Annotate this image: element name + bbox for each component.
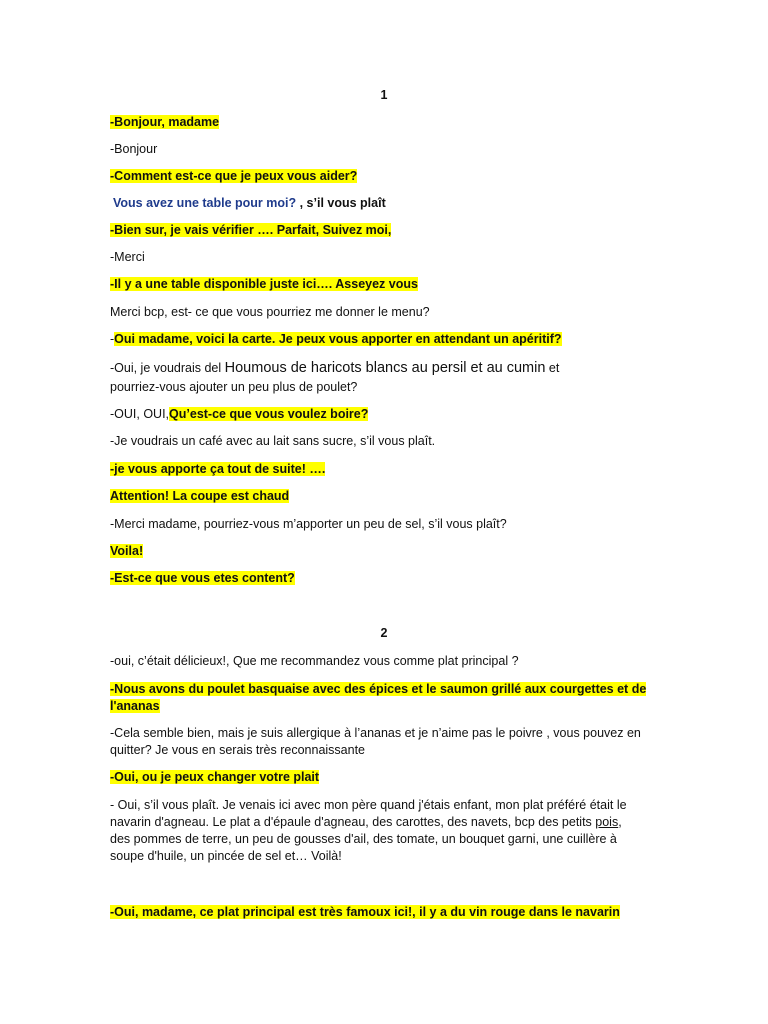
blue-text: Vous avez une table pour moi?: [113, 196, 300, 210]
highlighted-text: -Il y a une table disponible juste ici…. Asseyez vous: [110, 277, 418, 291]
dialogue-line: [110, 249, 660, 266]
dialogue-line: [110, 543, 660, 560]
dialogue-line: [110, 331, 660, 348]
plain-text: -Merci madame, pourriez-vous m’apporter un peu de sel, s’il vous plaît?: [110, 517, 507, 531]
plain-text: -Oui, je voudrais del: [110, 361, 225, 375]
section-number-2: 2: [380, 626, 388, 640]
highlighted-text: Voila!: [110, 544, 144, 558]
plain-text: -oui, c’était délicieux!, Que me recommandez vous comme plat principal ?: [110, 654, 519, 668]
dialogue-line: [110, 360, 660, 377]
dialogue-line: [110, 516, 660, 533]
highlighted-text: -je vous apporte ça tout de suite! ….: [110, 462, 326, 476]
plain-text: -Bonjour: [110, 142, 158, 156]
highlighted-text: Qu’est-ce que vous voulez boire?: [169, 407, 369, 421]
dialogue-line: [110, 904, 660, 921]
highlighted-text: -Bonjour, madame: [110, 115, 220, 129]
plain-text: des pommes de terre, un peu de gousses d'ail, des tomate, un bouquet garni, une cuillère à: [110, 832, 617, 846]
underlined-text: pois: [595, 815, 619, 829]
dialogue-line: [110, 681, 660, 698]
plain-text: et: [545, 361, 560, 375]
plain-text: -: [110, 332, 115, 346]
plain-text: -Merci: [110, 250, 145, 264]
plain-text: ,: [618, 815, 622, 829]
dialogue-line: [110, 797, 660, 814]
dialogue-line: [110, 114, 660, 131]
dialogue-line: [110, 222, 660, 239]
highlighted-text: -Comment est-ce que je peux vous aider?: [110, 169, 358, 183]
dialogue-line: [110, 769, 660, 786]
plain-text: soupe d'huile, un pincée de sel et… Voilà!: [110, 849, 342, 863]
highlighted-text: -Oui, ou je peux changer votre plait: [110, 770, 320, 784]
plain-text: -Cela semble bien, mais je suis allergique à l’ananas et je n’aime pas le poivre , vous pouvez en: [110, 726, 641, 740]
dialogue-line: [110, 379, 660, 396]
plain-text: pourriez-vous ajouter un peu plus de poulet?: [110, 380, 358, 394]
dialogue-line: [110, 141, 660, 158]
highlighted-text: -Oui, madame, ce plat principal est très famoux ici!, il y a du vin rouge dans le navarin: [110, 905, 620, 919]
dialogue-line: [110, 168, 660, 185]
plain-text: Merci bcp, est- ce que vous pourriez me donner le menu?: [110, 305, 430, 319]
highlighted-text: l'ananas: [110, 699, 160, 713]
dialogue-line: [110, 304, 660, 321]
dialogue-line: [110, 725, 660, 742]
dialogue-line: [110, 831, 660, 848]
highlighted-text: Attention! La coupe est chaud: [110, 489, 290, 503]
highlighted-text: Oui madame, voici la carte. Je peux vous apporter en attendant un apéritif?: [114, 332, 562, 346]
large-text: Houmous de haricots blancs au persil et au cumin: [224, 360, 546, 376]
dialogue-line: [110, 570, 660, 587]
plain-text: navarin d'agneau. Le plat a d'épaule d'agneau, des carottes, des navets, bcp des petits: [110, 815, 596, 829]
plain-text: - Oui, s’il vous plaît. Je venais ici avec mon père quand j'étais enfant, mon plat préféré était le: [110, 798, 627, 812]
dialogue-line: [110, 848, 660, 865]
dialogue-line: [110, 461, 660, 478]
dialogue-line: [110, 698, 660, 715]
dialogue-line: [110, 814, 660, 831]
bold-text: , s’il vous plaît: [299, 196, 386, 210]
dialogue-line: [113, 195, 663, 212]
plain-text: quitter? Je vous en serais très reconnaissante: [110, 743, 365, 757]
dialogue-line: [110, 653, 660, 670]
plain-text: -OUI, OUI,: [110, 407, 170, 421]
dialogue-line: [110, 742, 660, 759]
section-number-1: 1: [380, 88, 388, 102]
dialogue-line: [110, 276, 660, 293]
plain-text: -Je voudrais un café avec au lait sans sucre, s’il vous plaît.: [110, 434, 436, 448]
dialogue-line: [110, 406, 660, 423]
dialogue-line: [110, 488, 660, 505]
highlighted-text: -Nous avons du poulet basquaise avec des épices et le saumon grillé aux courgettes et de: [110, 682, 647, 696]
highlighted-text: -Bien sur, je vais vérifier …. Parfait, Suivez moi,: [110, 223, 392, 237]
highlighted-text: -Est-ce que vous etes content?: [110, 571, 295, 585]
dialogue-line: [110, 433, 660, 450]
